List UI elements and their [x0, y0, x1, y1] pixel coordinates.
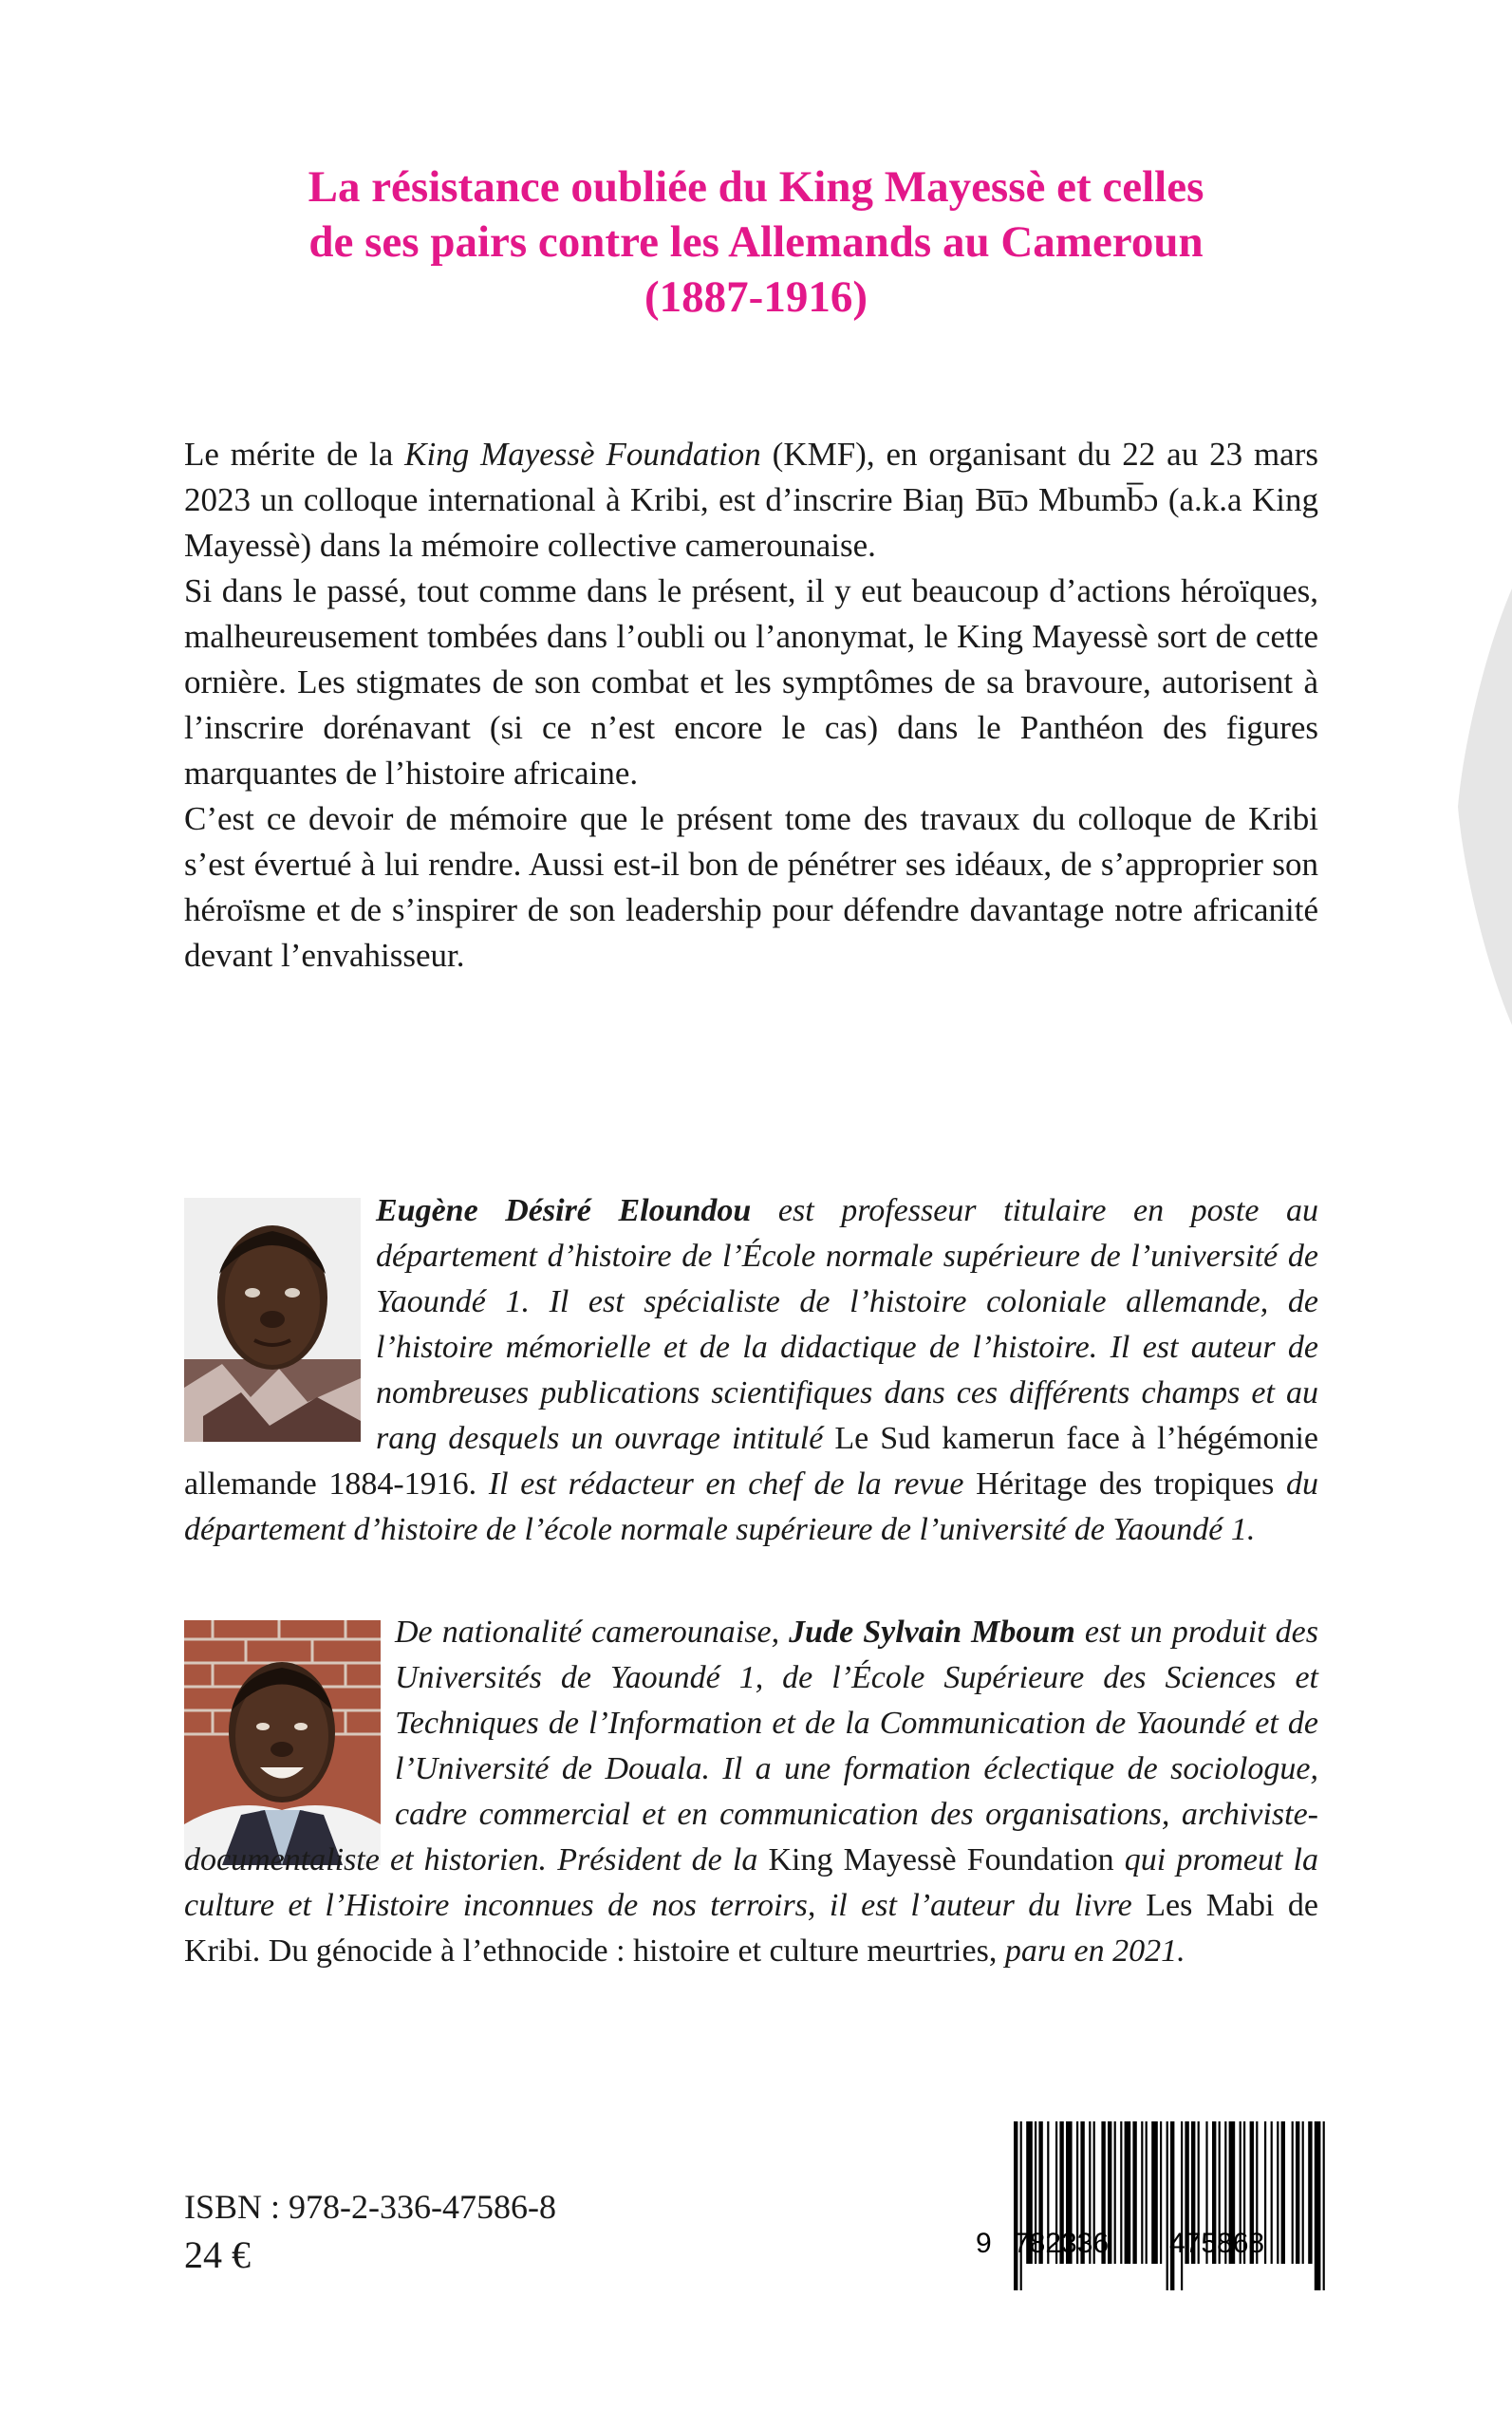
barcode-group-1: 782336 [1014, 2228, 1110, 2259]
title-line-3: (1887-1916) [644, 272, 868, 322]
bio2-text-d: paru en 2021. [997, 1933, 1185, 1969]
side-decoration [1454, 588, 1512, 1025]
bio2-text-b: est un produit des Universités de Yaoundé 1, de l’École Supérieure des Sciences et Techniques de l’Information et de la Communication de Yaoundé et de l’Université de Douala. Il a une formation éclectique de sociologue, cadre commercial et en communication des organisations, archiviste-documentaliste et historien. Président de la [184, 1615, 1319, 1877]
barcode-bar [1323, 2121, 1325, 2290]
isbn: ISBN : 978-2-336-47586-8 [184, 2188, 556, 2226]
book-title [171, 159, 1341, 325]
foundation-name: King Mayessè Foundation [404, 436, 761, 473]
barcode-digit-first: 9 [976, 2228, 992, 2259]
barcode-bar [1167, 2121, 1168, 2290]
barcode [974, 2121, 1333, 2311]
author-bio-eloundou [184, 1188, 1318, 1553]
barcode-bar [1170, 2121, 1174, 2290]
bio2-text-c: qui promeut la culture et l’Histoire inconnues de nos terroirs, il est l’auteur du livre [184, 1842, 1319, 1923]
barcode-bar [1160, 2121, 1162, 2264]
bio1-book-title: Le Sud kamerun face à l’hégémonie allemande 1884-1916. [184, 1421, 1318, 1502]
title-line-1: La résistance oubliée du King Mayessè et celles [308, 162, 1204, 212]
intro-text [184, 432, 1318, 979]
bio2-foundation: King Mayessè Foundation [768, 1842, 1114, 1877]
barcode-bar [1181, 2121, 1183, 2290]
intro-paragraph-3: C’est ce devoir de mémoire que le présent tome des travaux du colloque de Kribi s’est évertué à lui rendre. Aussi est-il bon de pénétrer ses idéaux, de s’approprier son héroïsme et de s’inspirer de son leadership pour défendre davantage notre africanité devant l’envahisseur. [184, 800, 1318, 974]
bio2-text-a: De nationalité camerounaise, [395, 1615, 790, 1650]
barcode-bar [1315, 2121, 1321, 2290]
author-name-mboum: Jude Sylvain Mboum [789, 1615, 1075, 1650]
intro-paragraph-2: Si dans le passé, tout comme dans le présent, il y eut beaucoup d’actions héroïques, malheureusement tombées dans l’oubli ou l’anonymat, le King Mayessè sort de cette ornière. Les stigmates de son combat et les symptômes de sa bravoure, autorisent à l’inscrire dorénavant (si ce n’est encore le cas) dans le Panthéon des figures marquantes de l’histoire africaine. [184, 572, 1318, 792]
barcode-bar [1020, 2121, 1022, 2290]
author-bio-mboum [184, 1610, 1318, 1974]
intro-paragraph-1 [184, 432, 1318, 569]
price: 24 € [184, 2233, 251, 2276]
bio1-journal-title: Héritage des tropiques [976, 1466, 1275, 1502]
bio2-book-title: Les Mabi de Kribi. Du génocide à l’ethnocide : histoire et culture meurtries, [184, 1888, 1319, 1969]
barcode-bar [1014, 2121, 1017, 2290]
bio1-text-c: du département d’histoire de l’école normale supérieure de l’université de Yaoundé 1. [184, 1466, 1319, 1547]
bio1-text-a: est professeur titulaire en poste au département d’histoire de l’École normale supérieure de l’université de Yaoundé 1. Il est spécialiste de l’histoire coloniale allemande, de l’histoire mémorielle et de la didactique de l’histoire. Il est auteur de nombreuses publications scientifiques dans ces différents champs et au rang desquels un ouvrage intitulé [376, 1193, 1318, 1456]
bio1-text-b: Il est rédacteur en chef de la revue [476, 1466, 977, 1502]
title-line-2: de ses pairs contre les Allemands au Cameroun [308, 217, 1204, 267]
intro-p1-start: Le mérite de la [184, 436, 405, 473]
author-name-eloundou: Eugène Désiré Eloundou [376, 1193, 752, 1228]
intro-p1-end: (KMF), en organisant du 22 au 23 mars 2023 un colloque international à Kribi, est d’inscrire Biaŋ Bu̅ɔ Mbumb̅ɔ (a.k.a King Mayessè) dans la mémoire collective camerounaise. [184, 436, 1318, 564]
barcode-group-2: 475868 [1169, 2228, 1265, 2259]
